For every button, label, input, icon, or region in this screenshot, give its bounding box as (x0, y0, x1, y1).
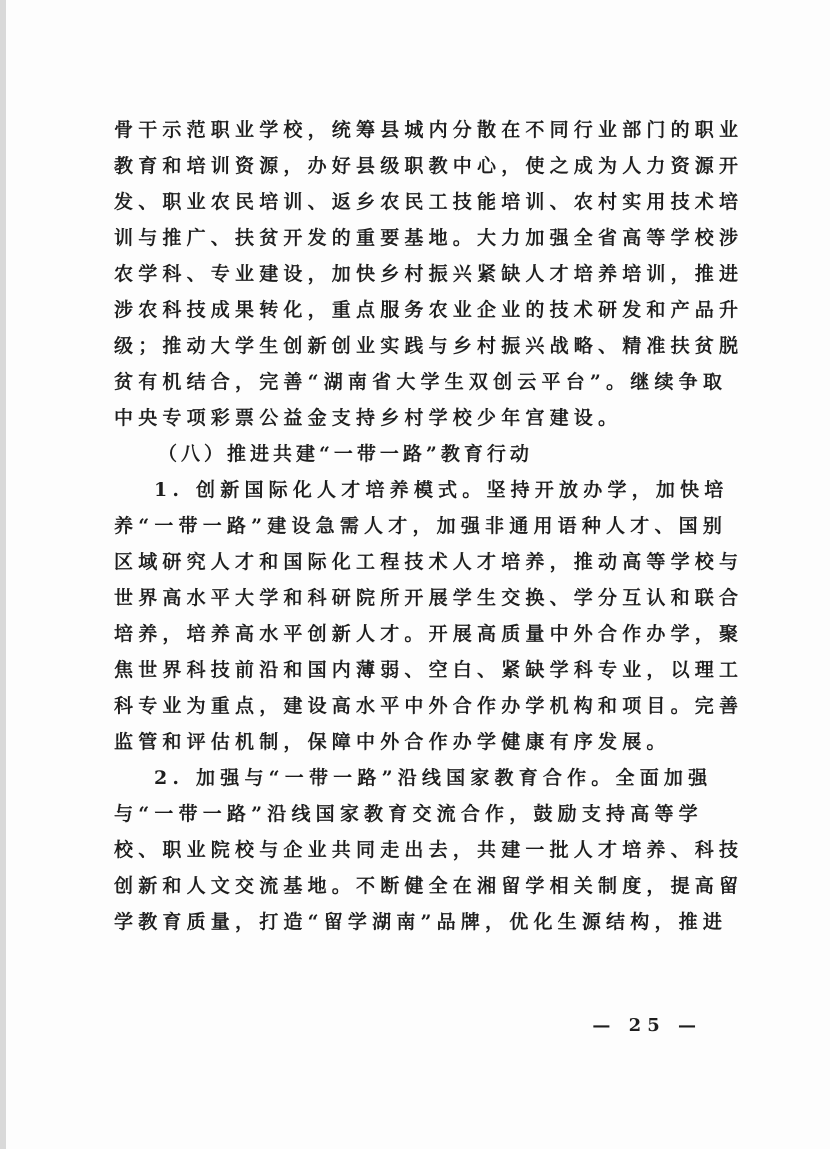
body-line: 中央专项彩票公益金支持乡村学校少年宫建设。 (114, 407, 623, 429)
body-line: 创新和人文交流基地。不断健全在湘留学相关制度，提高留 (114, 875, 744, 897)
body-line: 贫有机结合，完善“湖南省大学生双创云平台”。继续争取 (114, 371, 728, 393)
body-line: 训与推广、扶贫开发的重要基地。大力加强全省高等学校涉 (114, 227, 744, 249)
paragraph-first-line: 1. 创新国际化人才培养模式。坚持开放办学，加快培 (154, 479, 729, 501)
paragraph-first-line: 2. 加强与“一带一路”沿线国家教育合作。全面加强 (154, 767, 713, 789)
body-line: 世界高水平大学和科研院所开展学生交换、学分互认和联合 (114, 587, 744, 609)
body-line: 培养，培养高水平创新人才。开展高质量中外合作办学，聚 (114, 623, 744, 645)
body-line: 发、职业农民培训、返乡农民工技能培训、农村实用技术培 (114, 191, 744, 213)
body-line: 农学科、专业建设，加快乡村振兴紧缺人才培养培训，推进 (114, 263, 744, 285)
body-line: 科专业为重点，建设高水平中外合作办学机构和项目。完善 (114, 695, 744, 717)
body-line: 养“一带一路”建设急需人才，加强非通用语种人才、国别 (114, 515, 728, 537)
body-line: 级；推动大学生创新创业实践与乡村振兴战略、精准扶贫脱 (114, 335, 744, 357)
body-line: 教育和培训资源，办好县级职教中心，使之成为人力资源开 (114, 155, 744, 177)
page-number: — 25 — (592, 1015, 702, 1036)
document-page (6, 0, 830, 1149)
section-heading: （八）推进共建“一带一路”教育行动 (158, 443, 533, 465)
body-line: 与“一带一路”沿线国家教育交流合作，鼓励支持高等学 (114, 803, 703, 825)
body-line: 焦世界科技前沿和国内薄弱、空白、紧缺学科专业，以理工 (114, 659, 744, 681)
body-line: 校、职业院校与企业共同走出去，共建一批人才培养、科技 (114, 839, 744, 861)
body-line: 骨干示范职业学校，统筹县城内分散在不同行业部门的职业 (114, 119, 744, 141)
body-line: 区域研究人才和国际化工程技术人才培养，推动高等学校与 (114, 551, 744, 573)
body-line: 监管和评估机制，保障中外合作办学健康有序发展。 (114, 731, 671, 753)
body-line: 学教育质量，打造“留学湖南”品牌，优化生源结构，推进 (114, 911, 728, 933)
body-line: 涉农科技成果转化，重点服务农业企业的技术研发和产品升 (114, 299, 744, 321)
